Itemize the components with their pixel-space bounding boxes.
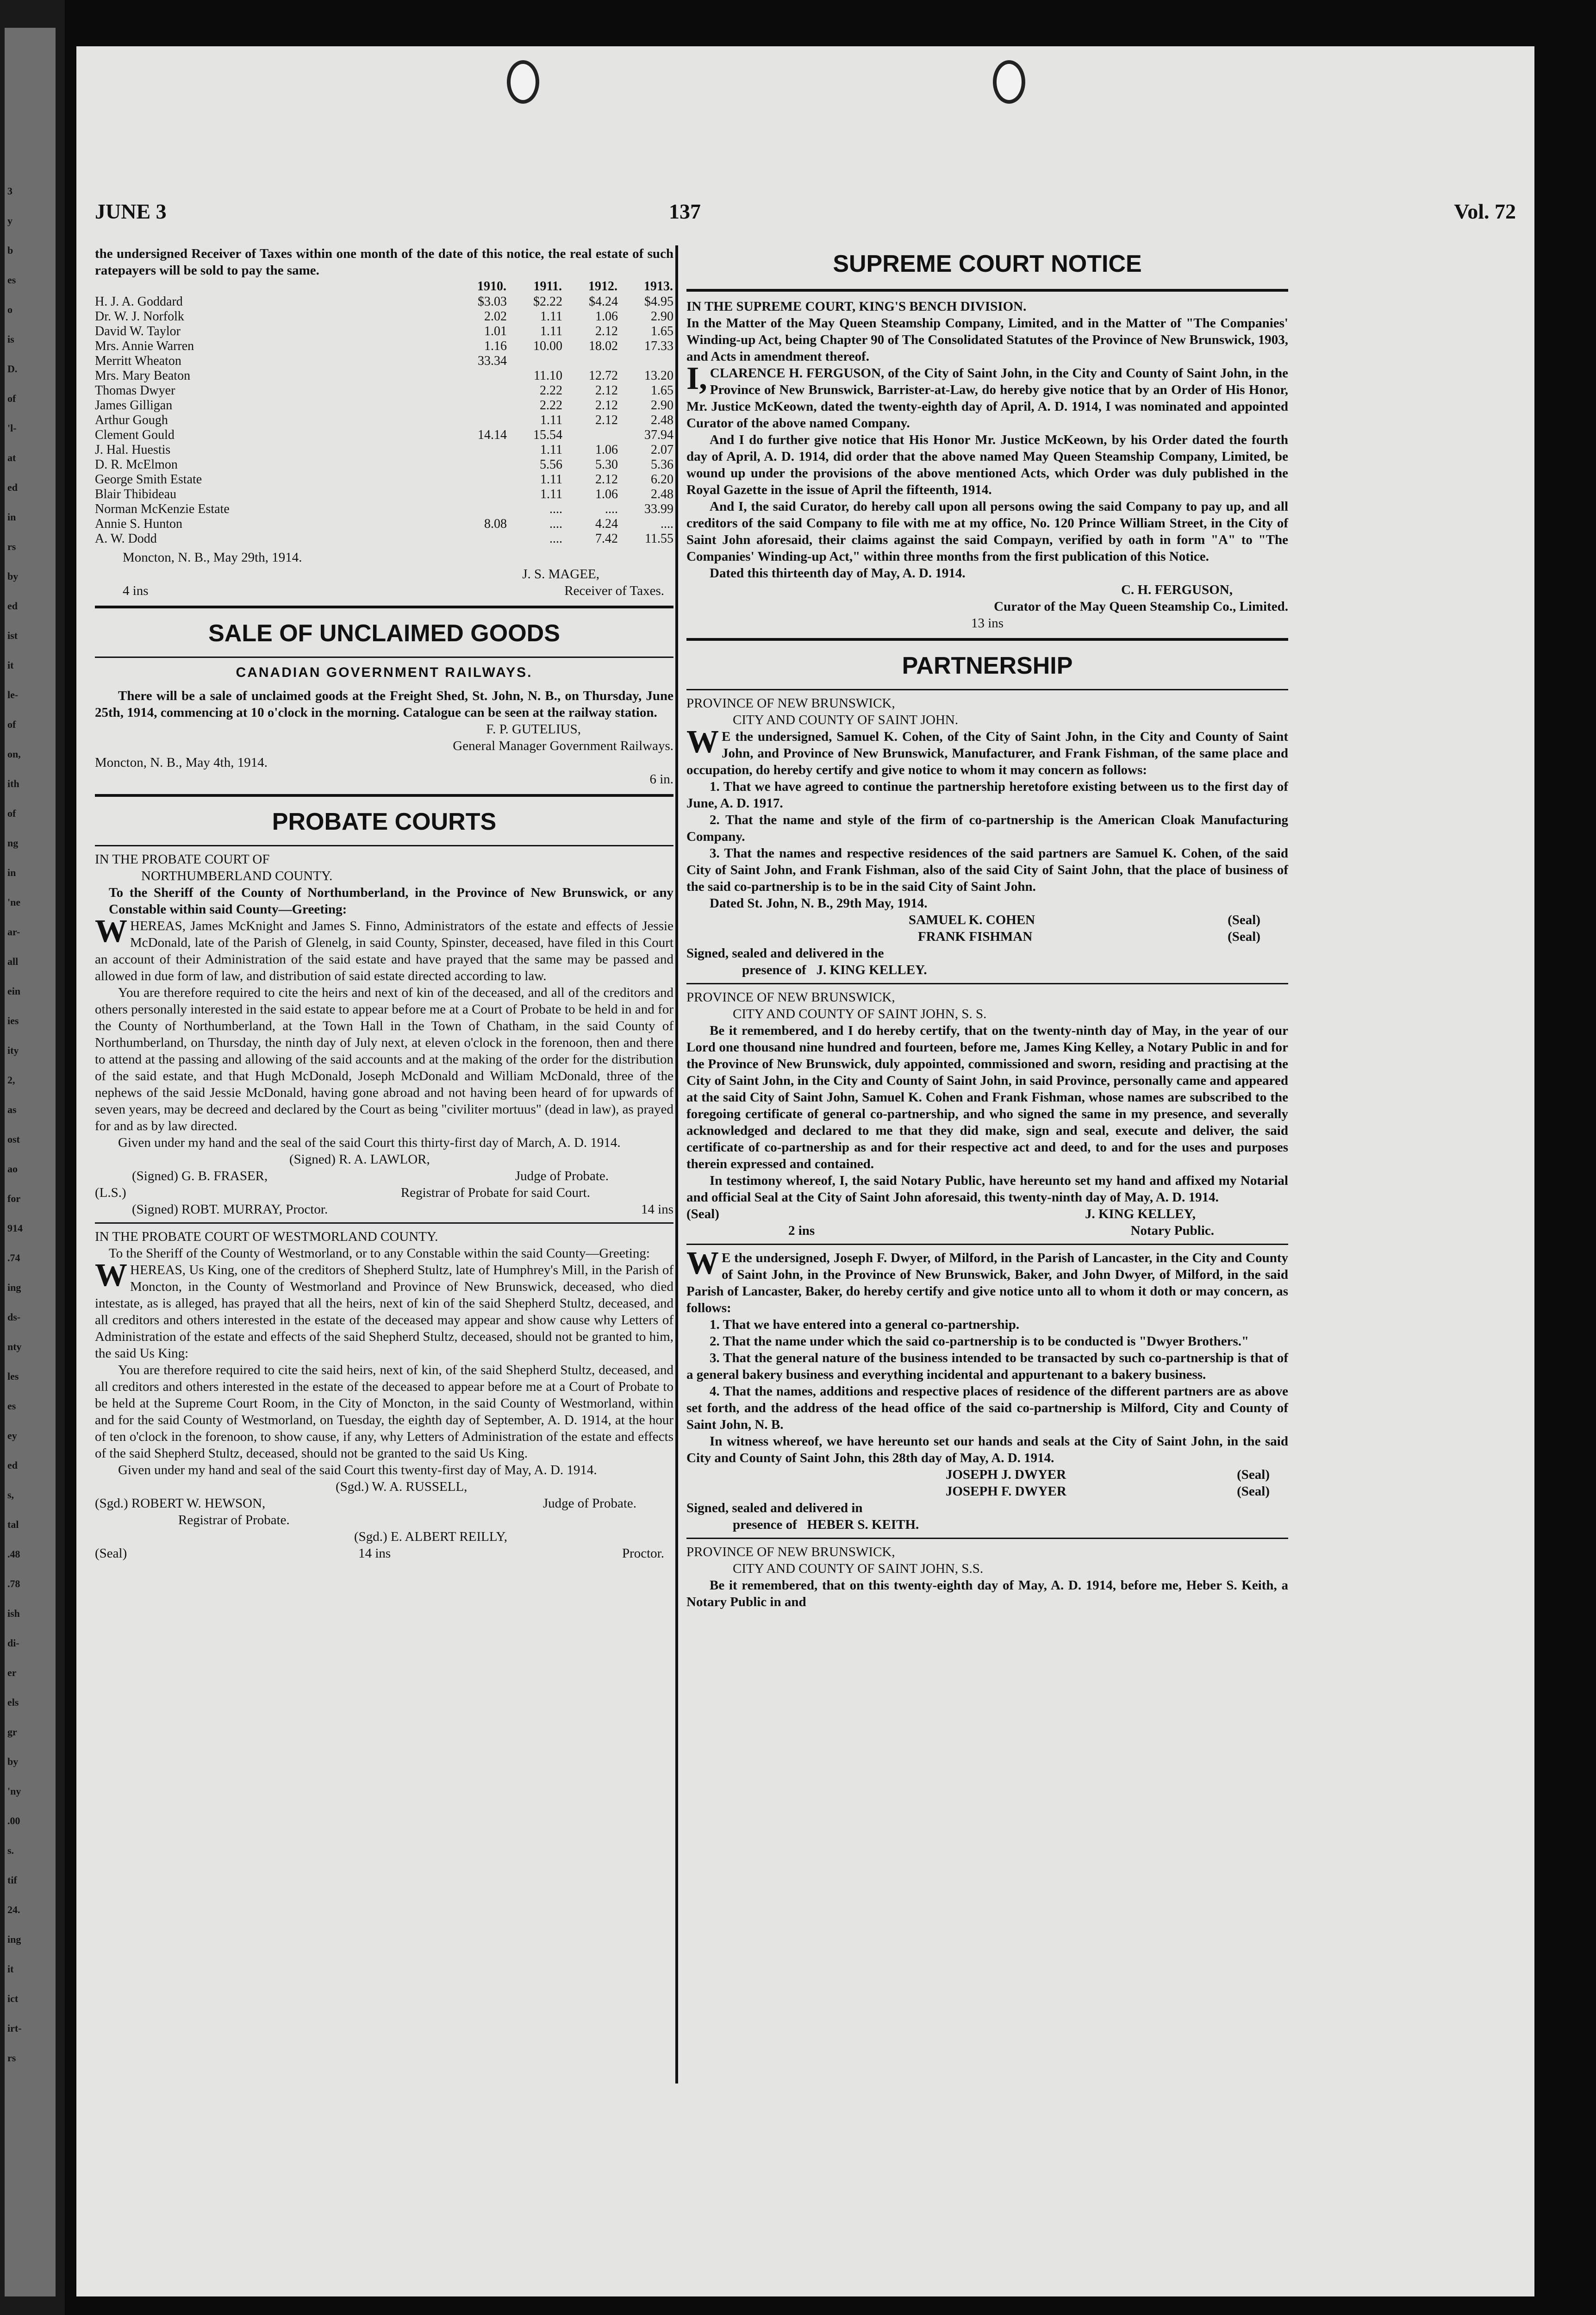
- section-rule: [686, 1538, 1288, 1539]
- supreme-heading: SUPREME COURT NOTICE: [833, 250, 1142, 277]
- partner-signature: FRANK FISHMAN: [918, 929, 1033, 944]
- tax-amount: ....: [661, 517, 673, 531]
- westmorland-court-line: IN THE PROBATE COURT OF WESTMORLAND COUNTY.: [95, 1229, 438, 1244]
- tax-signer-title: Receiver of Taxes.: [564, 583, 664, 598]
- westmorland-judge-title: Judge of Probate.: [542, 1496, 636, 1511]
- year-col: 1913.: [644, 279, 673, 294]
- year-col: 1910.: [477, 279, 506, 294]
- adjacent-text-fragment: o: [7, 304, 12, 315]
- ratepayer-name: D. R. McElmon: [95, 457, 178, 472]
- adjacent-text-fragment: ing: [7, 1933, 21, 1945]
- adjacent-text-fragment: ao: [7, 1163, 18, 1175]
- adjacent-text-fragment: nty: [7, 1341, 22, 1352]
- notary-province: PROVINCE OF NEW BRUNSWICK,: [686, 990, 895, 1005]
- tax-amount: 33.99: [644, 502, 673, 516]
- westmorland-whereas: HEREAS, Us King, one of the creditors of Shepherd Stultz, late of Humphrey's Mill, in the Parish of Moncton, in the County of Westmorland and Province of New Brunswick, deceased, who died intestate, as is alleged, has prayed that all the heirs, next of kin of the said Shepherd Stultz, deceased, and all creditors and others interested in the estate of the deceased may appear and show cause why Letters of Administration of the estate and effects of the said Shepherd Stultz, deceased, should not be granted to him, the said Us King:: [95, 1263, 673, 1361]
- supreme-court-line: IN THE SUPREME COURT, KING'S BENCH DIVISION.: [686, 299, 1027, 314]
- page-header: [95, 199, 1516, 232]
- tax-amount: 7.42: [595, 532, 618, 546]
- year-col: 1912.: [588, 279, 617, 294]
- adjacent-text-fragment: ein: [7, 985, 21, 997]
- adjacent-text-fragment: .00: [7, 1815, 20, 1827]
- tax-row: [95, 532, 673, 546]
- tax-row: [95, 309, 673, 324]
- notary-certificate-partial: Be it remembered, that on this twenty-eighth day of May, A. D. 1914, before me, Heber S. Keith, a Notary Public in and: [686, 1578, 1288, 1609]
- section-rule: [686, 689, 1288, 690]
- adjacent-text-fragment: it: [7, 1963, 14, 1975]
- ratepayer-name: Thomas Dwyer: [95, 383, 175, 398]
- partner-signature: JOSEPH F. DWYER: [946, 1484, 1066, 1499]
- section-rule: [95, 606, 673, 608]
- sale-heading: SALE OF UNCLAIMED GOODS: [208, 620, 560, 647]
- ratepayer-name: George Smith Estate: [95, 472, 202, 487]
- seal-label: (Seal): [1228, 929, 1260, 944]
- adjacent-page-edge: [0, 0, 65, 2315]
- tax-amount: $2.22: [533, 294, 562, 309]
- adjacent-text-fragment: gr: [7, 1726, 17, 1738]
- sale-ins: 6 in.: [649, 772, 673, 787]
- adjacent-text-fragment: es: [7, 274, 16, 286]
- adjacent-text-fragment: of: [7, 719, 16, 730]
- tax-amount: [451, 502, 507, 517]
- tax-table-header: [95, 279, 673, 294]
- adjacent-text-fragment: ed: [7, 600, 18, 612]
- witness-name: J. KING KELLEY.: [816, 963, 927, 977]
- tax-amount: [451, 398, 507, 413]
- tax-amount: $4.24: [589, 294, 618, 309]
- notary-ins: 2 ins: [788, 1223, 815, 1238]
- adjacent-text-fragment: s.: [7, 1845, 14, 1856]
- probate-county: NORTHUMBERLAND COUNTY.: [141, 869, 333, 883]
- sale-subheading: CANADIAN GOVERNMENT RAILWAYS.: [236, 665, 533, 680]
- westmorland-citation: You are therefore required to cite the said heirs, next of kin, of the said Shepherd Stultz, deceased, and all creditors and others interested in the estate of the deceased to appear before me at a Court of Probate to be held at the Supreme Court Room, in the City of Moncton, in the said County of Westmorland, within and for the said County of Westmorland, on Tuesday, the eighth day of September, A. D. 1914, at the hour of ten o'clock in the forenoon, to show cause, if any, why Letters of Administration of the estate and effects of the said Shepherd Stultz, deceased, should not be granted to the said Us King.: [95, 1363, 673, 1461]
- tax-amount: 1.16: [484, 339, 507, 353]
- tax-amount: 6.20: [651, 472, 673, 487]
- notary-testimony: In testimony whereof, I, the said Notary Public, have hereunto set my hand and affixed my Notarial and official Seal at the City of Saint John aforesaid, this twenty-ninth day of May, A. D. 1914.: [686, 1173, 1288, 1205]
- adjacent-text-fragment: .78: [7, 1578, 20, 1589]
- adjacent-text-fragment: is: [7, 333, 14, 345]
- probate-citation: You are therefore required to cite the heirs and next of kin of the deceased, and all of the creditors and others personally interested in the said estate to appear before me at a Court of Probate to be held in and for the County of Northumberland, at the Town Hall in the Town of Chatham, in the said County of Northumberland, on Thursday, the ninth day of July next, at eleven o'clock in the forenoon, then and there to attend at the passing and allowing of the said accounts and at the making of the order for the distribution of the said estate, and that Hugh McDonald, Joseph McDonald and William McDonald, three of the nephews of the said Jessie McDonald, having gone abroad and not having been heard of for upwards of seven years, may be decreed and declared by the Court as being "civiliter mortuus" (dead in law), as prayed for and as by law directed.: [95, 985, 673, 1133]
- adjacent-text-fragment: ds-: [7, 1311, 21, 1323]
- tax-amount: 13.20: [644, 369, 673, 383]
- dwyer-item: 3. That the general nature of the business intended to be transacted by such co-partnership is that of a general bakery business and everything incidental and appurtenant to a bakery business.: [686, 1351, 1288, 1382]
- supreme-signer: C. H. FERGUSON,: [1121, 582, 1233, 597]
- partnership-item: 1. That we have agreed to continue the partnership heretofore existing between us to the first day of June, A. D. 1917.: [686, 779, 1288, 811]
- dwyer-intro: E the undersigned, Joseph F. Dwyer, of Milford, in the Parish of Lancaster, in the City and County of Saint John, in the Province of New Brunswick, Baker, and John Dwyer, of Milford, in the said Parish of Lancaster, Baker, do hereby certify and give notice unto all to whom it doth or may concern, as follows:: [686, 1251, 1288, 1315]
- volume-label: Vol. 72: [1454, 200, 1516, 223]
- adjacent-text-fragment: for: [7, 1193, 21, 1204]
- adjacent-text-fragment: ed: [7, 1459, 18, 1471]
- probate-given: Given under my hand and the seal of the said Court this thirty-first day of March, A. D. 1914.: [118, 1135, 621, 1150]
- dwyer-item: 4. That the names, additions and respective places of residence of the different partners are as above set forth, and the address of the head office of the said co-partnership is Milford, City and County of Saint John, N. B.: [686, 1384, 1288, 1432]
- tax-amount: 1.11: [540, 413, 562, 427]
- supreme-dated: Dated this thirteenth day of May, A. D. 1914.: [710, 566, 966, 581]
- adjacent-text-fragment: it: [7, 659, 14, 671]
- tax-amount: 1.11: [540, 487, 562, 501]
- drop-cap: W: [686, 1245, 719, 1281]
- tax-amount: 2.90: [651, 309, 673, 324]
- section-rule: [95, 657, 673, 658]
- adjacent-text-fragment: ies: [7, 1015, 19, 1026]
- supreme-order-notice: And I do further give notice that His Honor Mr. Justice McKeown, by his Order dated the fourth day of April, A. D. 1914, did order that the above named May Queen Steamship Company, Limited, be wound up under the provisions of the above mentioned Acts, which Order was duly published in the Royal Gazette in the issue of April the fifteenth, 1914.: [686, 432, 1288, 497]
- adjacent-text-fragment: 3: [7, 185, 12, 197]
- supreme-curator-notice: CLARENCE H. FERGUSON, of the City of Saint John, in the City and County of Saint John, in the Province of New Brunswick, Barrister-at-Law, do hereby give notice that by an Order of His Honor, Mr. Justice McKeown, dated the twenty-eighth day of April, A. D. 1914, I was nominated and appointed Curator of the above named Company.: [686, 366, 1288, 431]
- tax-amount: [562, 354, 618, 369]
- supreme-signer-title: Curator of the May Queen Steamship Co., Limited.: [994, 599, 1288, 614]
- tax-amount: [562, 428, 618, 443]
- tax-amount: 1.06: [595, 487, 618, 501]
- tax-amount: 1.65: [651, 383, 673, 398]
- adjacent-text-fragment: di-: [7, 1637, 19, 1649]
- notary-city: CITY AND COUNTY OF SAINT JOHN, S. S.: [733, 1007, 987, 1021]
- drop-cap: W: [686, 724, 719, 760]
- tax-row: [95, 502, 673, 517]
- ratepayer-name: Norman McKenzie Estate: [95, 502, 230, 516]
- tax-amount: 18.02: [589, 339, 618, 353]
- column-divider: [675, 245, 678, 2084]
- tax-amount: ....: [549, 532, 562, 546]
- section-rule: [686, 289, 1288, 292]
- adjacent-text-fragment: .48: [7, 1548, 20, 1560]
- tax-amount: 2.90: [651, 398, 673, 413]
- tax-amount: $4.95: [644, 294, 673, 309]
- adjacent-text-fragment: rs: [7, 2052, 16, 2064]
- adjacent-text-fragment: ed: [7, 482, 18, 493]
- drop-cap: W: [95, 1258, 127, 1293]
- tax-ins: 4 ins: [123, 583, 149, 598]
- tax-amount: 17.33: [644, 339, 673, 353]
- adjacent-text-fragment: 'l-: [7, 422, 17, 434]
- ratepayer-name: Blair Thibideau: [95, 487, 176, 501]
- partnership-item: 3. That the names and respective residences of the said partners are Samuel K. Cohen, of the said City of Saint John, and Frank Fishman, also of the said City of Saint John, that the place of business of the said co-partnership is to be in the said City of Saint John.: [686, 846, 1288, 894]
- probate-heading: PROBATE COURTS: [272, 808, 497, 835]
- westmorland-proctor-title: Proctor.: [622, 1546, 664, 1561]
- adjacent-text-fragment: 'ny: [7, 1785, 21, 1797]
- tax-row: [95, 487, 673, 502]
- adjacent-text-fragment: s,: [7, 1489, 14, 1501]
- probate-registrar-sig: (Signed) G. B. FRASER,: [132, 1169, 268, 1183]
- sale-body: There will be a sale of unclaimed goods at the Freight Shed, St. John, N. B., on Thursday, June 25th, 1914, commencing at 10 o'clock in the morning. Catalogue can be seen at the railway station.: [95, 688, 673, 720]
- tax-table: [95, 279, 673, 546]
- dwyer-witness-clause: In witness whereof, we have hereunto set our hands and seals at the City of Saint John, in the said City and County of Saint John, this 28th day of May, A. D. 1914.: [686, 1434, 1288, 1465]
- tax-amount: [618, 354, 673, 369]
- tax-amount: 5.56: [540, 457, 562, 472]
- notary-seal: (Seal): [686, 1207, 719, 1221]
- tax-amount: [451, 487, 507, 502]
- tax-amount: 2.07: [651, 443, 673, 457]
- adjacent-text-fragment: ar-: [7, 926, 20, 938]
- seal-label: (Seal): [1237, 1467, 1270, 1482]
- signed-sealed-line: Signed, sealed and delivered in the: [686, 946, 884, 961]
- tax-amount: 11.55: [645, 532, 673, 546]
- tax-amount: 4.24: [595, 517, 618, 531]
- notary-province: PROVINCE OF NEW BRUNSWICK,: [686, 1545, 895, 1559]
- header-date: JUNE 3: [95, 200, 167, 223]
- adjacent-text-fragment: irt-: [7, 2022, 22, 2034]
- tax-row: [95, 369, 673, 383]
- adjacent-text-fragment: ost: [7, 1133, 20, 1145]
- tax-amount: 2.22: [540, 398, 562, 413]
- adjacent-text-fragment: 914: [7, 1222, 23, 1234]
- adjacent-text-fragment: tal: [7, 1519, 19, 1530]
- adjacent-text-fragment: in: [7, 867, 16, 878]
- partnership-heading: PARTNERSHIP: [902, 652, 1073, 679]
- tax-row: [95, 294, 673, 309]
- tax-amount: [451, 369, 507, 383]
- right-column: [686, 245, 1288, 1610]
- year-col: 1911.: [533, 279, 562, 294]
- drop-cap: I,: [686, 361, 707, 396]
- tax-row: [95, 428, 673, 443]
- tax-amount: 2.12: [595, 398, 618, 413]
- notary-title: Notary Public.: [1130, 1223, 1214, 1238]
- supreme-claims-notice: And I, the said Curator, do hereby call upon all persons owing the said Company to pay up, and all creditors of the said Company to file with me at my office, No. 120 Prince William Street, in the City of Saint John aforesaid, their claims against the said Compayn, verified by oath in form "A" to "The Companies' Winding-up Act," within three months from the first publication of this Notice.: [686, 499, 1288, 564]
- notary-city: CITY AND COUNTY OF SAINT JOHN, S.S.: [733, 1561, 984, 1576]
- ratepayer-name: Mrs. Annie Warren: [95, 339, 194, 353]
- westmorland-registrar-sig: (Sgd.) ROBERT W. HEWSON,: [95, 1496, 266, 1511]
- ratepayer-name: J. Hal. Huestis: [95, 443, 171, 457]
- adjacent-text-fragment: all: [7, 956, 19, 967]
- tax-amount: 2.12: [595, 324, 618, 338]
- probate-registrar-title: Registrar of Probate for said Court.: [400, 1185, 590, 1200]
- tax-row: [95, 443, 673, 457]
- page-number: 137: [669, 200, 701, 223]
- tax-amount: 1.06: [595, 309, 618, 324]
- adjacent-text-fragment: .74: [7, 1252, 20, 1264]
- adjacent-text-fragment: ist: [7, 630, 18, 641]
- tax-amount: 1.11: [540, 443, 562, 457]
- binding-hole-left: [507, 60, 539, 104]
- tax-amount: 12.72: [589, 369, 618, 383]
- tax-amount: 1.65: [651, 324, 673, 338]
- westmorland-judge-sig: (Sgd.) W. A. RUSSELL,: [336, 1479, 468, 1494]
- partnership-province: PROVINCE OF NEW BRUNSWICK,: [686, 696, 895, 711]
- ratepayer-name: Dr. W. J. Norfolk: [95, 309, 184, 324]
- probate-ins: 14 ins: [641, 1202, 673, 1217]
- adjacent-text-fragment: y: [7, 215, 12, 226]
- section-rule: [686, 983, 1288, 984]
- tax-amount: $3.03: [478, 294, 507, 309]
- partnership-item: 2. That the name and style of the firm of co-partnership is the American Cloak Manufacturing Company.: [686, 813, 1288, 844]
- tax-amount: [451, 472, 507, 487]
- tax-signer: J. S. MAGEE,: [522, 567, 599, 582]
- tax-amount: 2.22: [540, 383, 562, 398]
- supreme-ins: 13 ins: [971, 616, 1004, 631]
- ratepayer-name: H. J. A. Goddard: [95, 294, 183, 309]
- adjacent-text-fragment: ith: [7, 778, 19, 789]
- tax-amount: 2.48: [651, 487, 673, 501]
- tax-amount: [507, 354, 562, 369]
- tax-amount: 2.12: [595, 383, 618, 398]
- partner-signature: SAMUEL K. COHEN: [909, 913, 1035, 927]
- sale-signer: F. P. GUTELIUS,: [486, 722, 581, 737]
- tax-amount: ....: [549, 502, 562, 516]
- probate-ls: (L.S.): [95, 1185, 126, 1200]
- tax-amount: 1.11: [540, 472, 562, 487]
- tax-amount: [451, 443, 507, 457]
- section-rule: [95, 1222, 673, 1224]
- ratepayer-name: Mrs. Mary Beaton: [95, 369, 191, 383]
- notary-signer: J. KING KELLEY,: [1085, 1207, 1196, 1221]
- notary-certificate: Be it remembered, and I do hereby certify, that on the twenty-ninth day of May, in the year of our Lord one thousand nine hundred and fourteen, before me, James King Kelley, a Notary Public in and for the Province of New Brunswick, duly appointed, commissioned and sworn, residing and practising at the City of Saint John, in the City and County of Saint John, in said Province, personally came and appeared at the said City of Saint John, Samuel K. Cohen and Frank Fishman, whose names are subscribed to the foregoing certificate of general co-partnership, and who signed the same in my presence, and severally acknowledged and declared to me that they did make, sign and seal, execute and deliver, the said certificate of co-partnership as and for their respective act and deed, to and for the uses and purposes therein expressed and contained.: [686, 1023, 1288, 1171]
- partnership-city: CITY AND COUNTY OF SAINT JOHN.: [733, 713, 959, 727]
- seal-label: (Seal): [1228, 913, 1260, 927]
- tax-date: Moncton, N. B., May 29th, 1914.: [123, 550, 302, 565]
- tax-amount: [451, 457, 507, 472]
- section-rule: [686, 1244, 1288, 1245]
- adjacent-text-fragment: b: [7, 244, 13, 256]
- tax-amount: 33.34: [478, 354, 507, 368]
- tax-amount: 8.08: [484, 517, 507, 531]
- adjacent-text-fragment: by: [7, 570, 19, 582]
- ratepayer-name: James Gilligan: [95, 398, 173, 413]
- presence-label: presence of: [742, 963, 806, 977]
- probate-judge-sig: (Signed) R. A. LAWLOR,: [289, 1152, 430, 1167]
- tax-amount: 15.54: [533, 428, 562, 442]
- tax-intro: the undersigned Receiver of Taxes within one month of the date of this notice, the real estate of such ratepayers will be sold to pay the same.: [95, 246, 673, 278]
- dwyer-item: 1. That we have entered into a general co-partnership.: [710, 1317, 1020, 1332]
- adjacent-text-fragment: le-: [7, 689, 19, 701]
- tax-amount: 5.36: [651, 457, 673, 472]
- tax-amount: 10.00: [533, 339, 562, 353]
- ratepayer-name: Clement Gould: [95, 428, 175, 442]
- adjacent-text-fragment: ey: [7, 1430, 17, 1441]
- tax-amount: 11.10: [534, 369, 562, 383]
- tax-amount: [451, 383, 507, 398]
- tax-amount: 2.12: [595, 472, 618, 487]
- adjacent-text-fragment: as: [7, 1104, 17, 1115]
- tax-amount: 37.94: [644, 428, 673, 442]
- tax-amount: [451, 413, 507, 428]
- westmorland-given: Given under my hand and seal of the said Court this twenty-first day of May, A. D. 1914.: [118, 1463, 597, 1477]
- tax-amount: 1.11: [540, 324, 562, 338]
- tax-amount: 2.12: [595, 413, 618, 427]
- adjacent-text-fragment: es: [7, 1400, 16, 1412]
- tax-amount: 2.02: [484, 309, 507, 324]
- adjacent-text-fragment: ing: [7, 1282, 21, 1293]
- adjacent-text-fragment: ish: [7, 1608, 20, 1619]
- tax-amount: [451, 532, 507, 546]
- binding-hole-right: [993, 60, 1025, 104]
- adjacent-text-fragment: 24.: [7, 1904, 20, 1915]
- witness-name: HEBER S. KEITH.: [807, 1517, 919, 1532]
- tax-amount: ....: [605, 502, 618, 516]
- westmorland-ins: 14 ins: [358, 1546, 391, 1561]
- adjacent-text-fragment: on,: [7, 748, 21, 760]
- adjacent-text-fragment: er: [7, 1667, 17, 1678]
- tax-amount: 1.11: [540, 309, 562, 324]
- left-column: [95, 245, 673, 1562]
- probate-court-line: IN THE PROBATE COURT OF: [95, 852, 270, 867]
- ratepayer-name: A. W. Dodd: [95, 532, 157, 546]
- tax-amount: ....: [549, 517, 562, 531]
- tax-row: [95, 354, 673, 369]
- adjacent-text-fragment: 'ne: [7, 896, 21, 908]
- probate-address: To the Sheriff of the County of Northumberland, in the Province of New Brunswick, or any Constable within said County—Greeting:: [109, 885, 673, 917]
- signed-sealed-line: Signed, sealed and delivered in: [686, 1501, 863, 1515]
- supreme-matter: In the Matter of the May Queen Steamship Company, Limited, and in the Matter of "The Companies' Winding-up Act, being Chapter 90 of The Consolidated Statutes of the Province of New Brunswick, 1903, and Acts in amendment thereof.: [686, 316, 1288, 364]
- partnership-cohen-intro: E the undersigned, Samuel K. Cohen, of the City of Saint John, in the City and County of Saint John, and Province of New Brunswick, Manufacturer, and Frank Fishman, of the same place and occupation, do hereby certify and give notice to whom it may concern as follows:: [686, 729, 1288, 777]
- adjacent-text-fragment: ity: [7, 1045, 19, 1056]
- probate-judge-title: Judge of Probate.: [515, 1169, 609, 1183]
- ratepayer-name: David W. Taylor: [95, 324, 181, 338]
- ratepayer-name: Merritt Wheaton: [95, 354, 181, 368]
- tax-amount: 5.30: [595, 457, 618, 472]
- adjacent-text-fragment: les: [7, 1370, 19, 1382]
- tax-amount: 1.01: [484, 324, 507, 338]
- partner-signature: JOSEPH J. DWYER: [946, 1467, 1066, 1482]
- adjacent-text-fragment: of: [7, 807, 16, 819]
- adjacent-text-fragment: 2,: [7, 1074, 15, 1086]
- dwyer-item: 2. That the name under which the said co-partnership is to be conducted is "Dwyer Brothers.": [710, 1334, 1249, 1349]
- section-rule: [95, 845, 673, 846]
- adjacent-text-fragment: by: [7, 1756, 19, 1767]
- probate-whereas: HEREAS, James McKnight and James S. Finno, Administrators of the estate and effects of Jessie McDonald, late of the Parish of Glenelg, in said County, Spinster, deceased, have filed in this Court an account of their Administration of the said estate and have prayed that the same may be passed and allowed in due form of law, and distribution of said estate directed according to law.: [95, 919, 673, 983]
- adjacent-text-fragment: D.: [7, 363, 18, 375]
- ratepayer-name: Arthur Gough: [95, 413, 168, 427]
- presence-label: presence of: [733, 1517, 797, 1532]
- section-rule: [686, 638, 1288, 641]
- adjacent-text-fragment: els: [7, 1696, 19, 1708]
- adjacent-text-fragment: rs: [7, 541, 16, 552]
- sale-signer-title: General Manager Government Railways.: [453, 738, 673, 753]
- adjacent-text-fragment: ict: [7, 1993, 19, 2004]
- tax-row: [95, 413, 673, 428]
- tax-row: [95, 324, 673, 339]
- sale-date: Moncton, N. B., May 4th, 1914.: [95, 755, 268, 770]
- adjacent-text-fragment: in: [7, 511, 16, 523]
- westmorland-seal: (Seal): [95, 1546, 127, 1561]
- westmorland-registrar-title: Registrar of Probate.: [178, 1513, 290, 1527]
- adjacent-text-fragment: of: [7, 393, 16, 404]
- tax-row: [95, 517, 673, 532]
- section-rule: [95, 794, 673, 797]
- ratepayer-name: Annie S. Hunton: [95, 517, 182, 531]
- westmorland-address: To the Sheriff of the County of Westmorland, or to any Constable within the said County—Greeting:: [109, 1246, 650, 1261]
- seal-label: (Seal): [1237, 1484, 1270, 1499]
- drop-cap: W: [95, 913, 127, 949]
- adjacent-text-fragment: tif: [7, 1874, 17, 1886]
- tax-row: [95, 383, 673, 398]
- adjacent-text-fragment: ng: [7, 837, 19, 849]
- probate-proctor-sig: (Signed) ROBT. MURRAY, Proctor.: [132, 1202, 328, 1217]
- westmorland-proctor-sig: (Sgd.) E. ALBERT REILLY,: [354, 1529, 508, 1544]
- tax-row: [95, 398, 673, 413]
- partnership-dated: Dated St. John, N. B., 29th May, 1914.: [710, 896, 928, 911]
- tax-row: [95, 472, 673, 487]
- tax-amount: 14.14: [478, 428, 507, 442]
- adjacent-text-fragment: at: [7, 452, 16, 463]
- gazette-page: [76, 46, 1534, 2296]
- tax-amount: 2.48: [651, 413, 673, 427]
- tax-row: [95, 457, 673, 472]
- tax-row: [95, 339, 673, 354]
- tax-amount: 1.06: [595, 443, 618, 457]
